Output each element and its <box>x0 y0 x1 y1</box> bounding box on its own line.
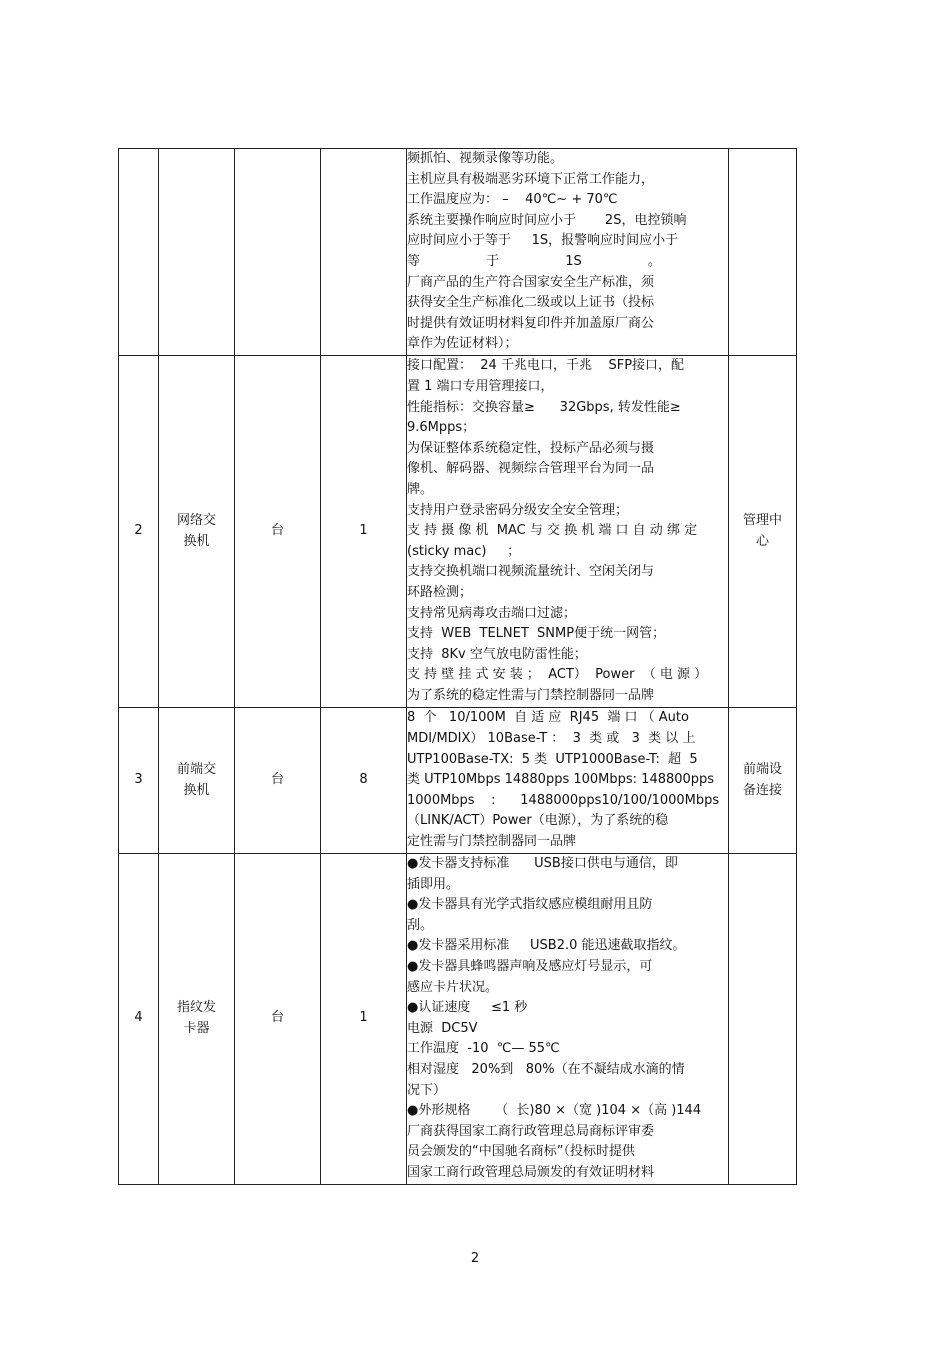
spec-line: UTP100Base-TX: 5 类 UTP1000Base-T: 超 5 <box>407 751 698 767</box>
spec-line: 1000Mbps : 1488000pps10/100/1000Mbps <box>407 792 720 808</box>
unit: 台 <box>270 772 284 788</box>
spec-line: 支 持 壁 挂 式 安 装 ； ACT） Power （ 电 源 ） <box>407 667 708 683</box>
table-row <box>119 149 797 356</box>
item-name-line: 换机 <box>183 782 210 798</box>
unit-cell <box>235 149 321 356</box>
spec-line: 章作为佐证材料）； <box>407 336 518 352</box>
spec-line: 为了系统的稳定性需与门禁控制器同一品牌 <box>407 687 655 703</box>
spec-line: 插即用。 <box>407 876 460 892</box>
spec-line: 系统主要操作响应时间应小于 2S，电控锁响 <box>407 212 687 228</box>
row-number: 3 <box>134 772 143 788</box>
location-line: 前端设 <box>742 761 782 777</box>
item-name-cell <box>159 356 235 708</box>
quantity: 8 <box>359 772 368 788</box>
spec-line: 工作温度应为： – 40℃~ + 70℃ <box>407 192 618 208</box>
item-name-line: 前端交 <box>176 761 216 777</box>
quantity-cell <box>321 356 407 708</box>
spec-line: 支持常见病毒攻击端口过滤； <box>407 605 577 621</box>
spec-line: ●发卡器具蜂鸣器声响及感应灯号显示，可 <box>407 958 653 974</box>
location-line: 心 <box>755 533 769 549</box>
spec-line: 国家工商行政管理总局颁发的有效证明材料 <box>407 1164 655 1180</box>
row-number-cell <box>119 149 159 356</box>
spec-line: （LINK/ACT）Power（电源），为了系统的稳 <box>407 813 669 829</box>
spec-line: ●外形规格 （ 长)80 ×（宽 )104 ×（高 )144 <box>407 1103 702 1119</box>
spec-line: 刮。 <box>407 917 434 933</box>
row-number-cell <box>119 356 159 708</box>
page-number: 2 <box>470 1251 480 1266</box>
quantity: 1 <box>359 523 368 539</box>
spec-line: 8 个 10/100M 自 适 应 RJ45 端 口 （ Auto <box>407 710 689 726</box>
spec-line: 性能指标：交换容量≥ 32Gbps, 转发性能≥ <box>407 399 681 415</box>
spec-line: ●发卡器采用标准 USB2.0 能迅速截取指纹。 <box>407 938 686 954</box>
unit-cell <box>235 708 321 854</box>
spec-line: 类 UTP10Mbps 14880pps 100Mbps: 148800pps <box>407 772 715 788</box>
unit: 台 <box>270 523 284 539</box>
row-number-cell <box>119 708 159 854</box>
spec-line: 像机、解码器、视频综合管理平台为同一品 <box>407 461 655 477</box>
spec-line: 9.6Mpps； <box>407 420 476 436</box>
spec-line: ●认证速度 ≤1 秒 <box>407 1000 528 1016</box>
spec-line: 感应卡片状况。 <box>407 979 499 995</box>
specification-cell <box>407 708 729 854</box>
table-row <box>119 356 797 708</box>
item-name-line: 卡器 <box>183 1020 210 1036</box>
spec-line: 员会颁发的“中国驰名商标”（投标时提供 <box>407 1144 635 1160</box>
row-number: 4 <box>134 1010 143 1026</box>
spec-line: 工作温度 -10 ℃— 55℃ <box>407 1041 560 1057</box>
spec-line: 厂商产品的生产符合国家安全生产标准，须 <box>407 274 655 290</box>
spec-line: 支 持 摄 像 机 MAC 与 交 换 机 端 口 自 动 绑 定 <box>407 523 698 539</box>
spec-line: 厂商获得国家工商行政管理总局商标评审委 <box>407 1123 655 1139</box>
spec-line: 支持用户登录密码分级安全安全管理； <box>407 502 629 518</box>
spec-line: MDI/MDIX） 10Base-T ： 3 类 或 3 类 以 上 <box>407 731 696 747</box>
spec-line: 环路检测； <box>407 584 473 600</box>
spec-line: 等 于 1S 。 <box>407 254 661 269</box>
specification-cell <box>407 854 729 1185</box>
spec-line: 频抓怕、视频录像等功能。 <box>407 151 564 167</box>
unit-cell <box>235 854 321 1185</box>
spec-line: 接口配置： 24 千兆电口，千兆 SFP接口，配 <box>407 358 685 374</box>
location-line: 管理中 <box>742 512 782 528</box>
unit: 台 <box>270 1010 284 1026</box>
quantity: 1 <box>359 1010 368 1026</box>
spec-line: 支持 8Kv 空气放电防雷性能； <box>407 646 587 662</box>
equipment-spec-table <box>118 148 797 1185</box>
spec-line: 支持交换机端口视频流量统计、空闲关闭与 <box>407 564 655 580</box>
row-number-cell <box>119 854 159 1185</box>
item-name-cell <box>159 708 235 854</box>
table-body <box>119 149 797 1185</box>
spec-line: 相对湿度 20%到 80%（在不凝结成水滴的情 <box>407 1061 685 1077</box>
spec-line: 主机应具有极端恶劣环境下正常工作能力， <box>407 171 655 187</box>
specification-cell <box>407 356 729 708</box>
item-name-line: 换机 <box>183 533 210 549</box>
spec-line: 支持 WEB TELNET SNMP便于统一网管； <box>407 626 666 642</box>
row-number: 2 <box>134 523 143 539</box>
spec-line: 时提供有效证明材料复印件并加盖原厂商公 <box>407 315 655 331</box>
quantity-cell <box>321 854 407 1185</box>
spec-line: 定性需与门禁控制器同一品牌 <box>407 833 577 849</box>
spec-line: 电源 DC5V <box>407 1020 478 1036</box>
spec-line: 牌。 <box>407 482 434 498</box>
item-name-cell <box>159 149 235 356</box>
spec-line: (sticky mac) ； <box>407 543 521 559</box>
quantity-cell <box>321 708 407 854</box>
spec-line: 为保证整体系统稳定性，投标产品必须与摄 <box>407 440 655 456</box>
item-name-cell <box>159 854 235 1185</box>
unit-cell <box>235 356 321 708</box>
location-line: 备连接 <box>742 782 782 798</box>
location-cell <box>729 708 797 854</box>
table-row <box>119 854 797 1185</box>
location-cell <box>729 854 797 1185</box>
location-cell <box>729 149 797 356</box>
location-cell <box>729 356 797 708</box>
item-name-line: 网络交 <box>176 512 216 528</box>
spec-line: ●发卡器支持标准 USB接口供电与通信，即 <box>407 856 678 871</box>
spec-line: 置 1 端口专用管理接口， <box>407 379 554 395</box>
table-row <box>119 708 797 854</box>
spec-line: ●发卡器具有光学式指纹感应模组耐用且防 <box>407 897 653 913</box>
spec-line: 获得安全生产标准化二级或以上证书（投标 <box>407 295 655 311</box>
spec-line: 况下） <box>407 1082 447 1098</box>
item-name-line: 指纹发 <box>176 1000 216 1016</box>
specification-cell <box>407 149 729 356</box>
quantity-cell <box>321 149 407 356</box>
spec-line: 应时间应小于等于 1S，报警响应时间应小于 <box>407 233 679 249</box>
